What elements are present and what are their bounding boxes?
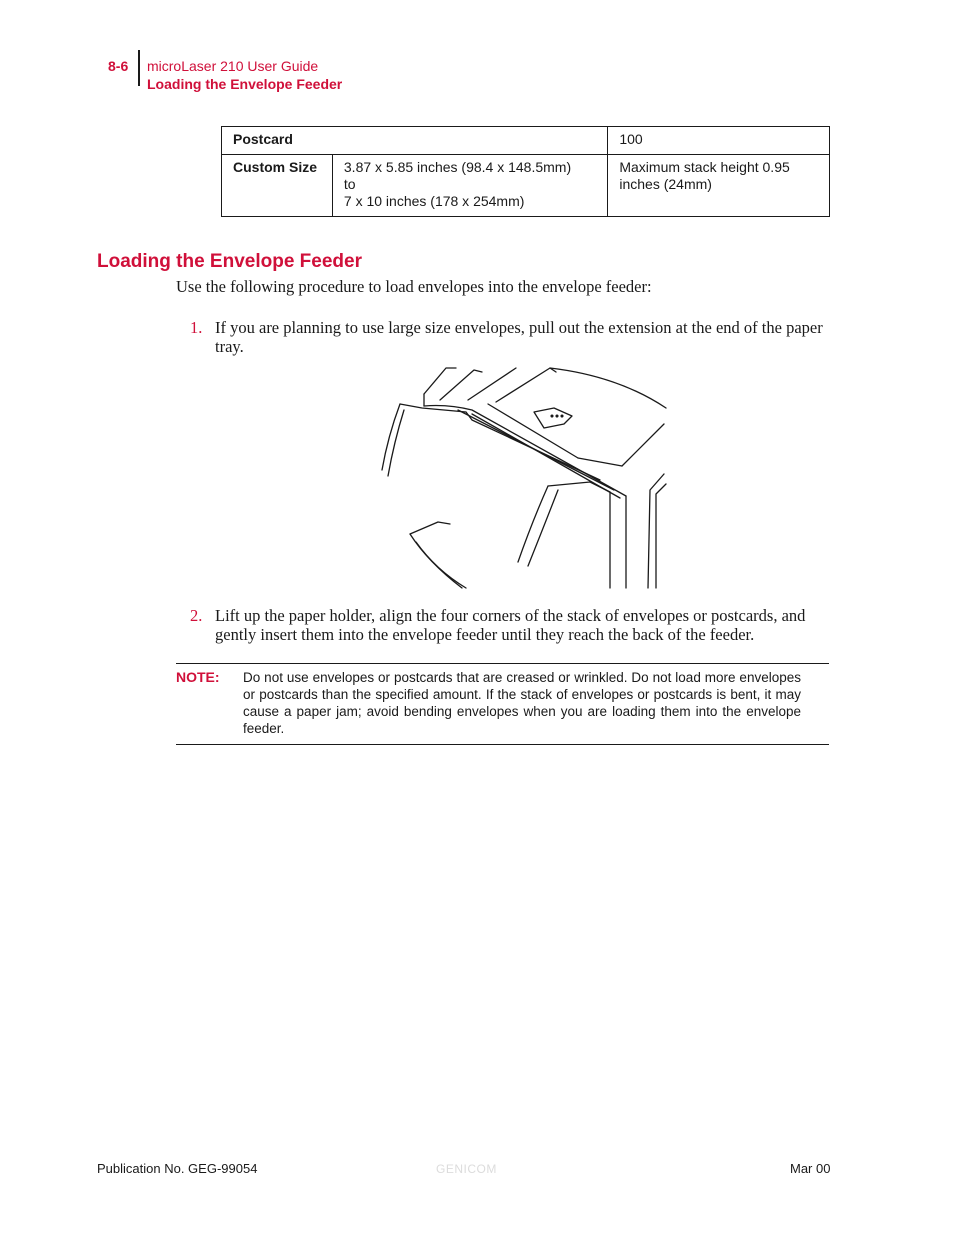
envelope-spec-table bbox=[221, 126, 830, 217]
table-row bbox=[222, 127, 830, 155]
step-number: 1. bbox=[190, 318, 203, 337]
publication-date: Mar 00 bbox=[790, 1161, 831, 1176]
step-number: 2. bbox=[190, 606, 203, 625]
capacity-line: Maximum stack height 0.95 bbox=[619, 159, 790, 175]
brand-watermark: GENICOM bbox=[436, 1162, 497, 1176]
page-number: 8-6 bbox=[108, 58, 129, 74]
printer-illustration bbox=[378, 366, 670, 590]
note-text: Do not use envelopes or postcards that are creased or wrinkled. Do not load more envelopes or postcards than the specified amount. If the stack of envelopes or postcards is bent, it may cause a paper jam; avoid bending envelopes when you are loading them into the envelope feeder. bbox=[243, 670, 801, 736]
size-line: 7 x 10 inches (178 x 254mm) bbox=[343, 193, 525, 209]
table-cell-label: Custom Size bbox=[222, 155, 333, 217]
step-1 bbox=[176, 318, 830, 358]
size-line: 3.87 x 5.85 inches (98.4 x 148.5mm) bbox=[343, 159, 572, 175]
table-cell-capacity: 100 bbox=[608, 127, 830, 155]
size-line: to bbox=[343, 176, 356, 192]
table-cell-label: Postcard bbox=[222, 127, 608, 155]
note-box bbox=[176, 663, 829, 745]
step-text: Lift up the paper holder, align the four corners of the stack of envelopes or postcards, and gently insert them into the envelope feeder until they reach the back of the feeder. bbox=[215, 606, 806, 644]
step-text: If you are planning to use large size envelopes, pull out the extension at the end of the paper tray. bbox=[215, 318, 823, 356]
table-row bbox=[222, 155, 830, 217]
header-divider bbox=[138, 50, 140, 86]
guide-title: microLaser 210 User Guide bbox=[147, 58, 319, 74]
note-label: NOTE: bbox=[176, 669, 220, 685]
table-cell-size bbox=[332, 155, 607, 217]
publication-number: Publication No. GEG-99054 bbox=[97, 1161, 258, 1176]
table-cell-capacity bbox=[608, 155, 830, 217]
intro-text: Use the following procedure to load envelopes into the envelope feeder: bbox=[176, 277, 652, 296]
header-section: Loading the Envelope Feeder bbox=[147, 76, 343, 92]
section-title: Loading the Envelope Feeder bbox=[97, 251, 362, 272]
capacity-line: inches (24mm) bbox=[619, 176, 712, 192]
step-2 bbox=[176, 606, 830, 646]
